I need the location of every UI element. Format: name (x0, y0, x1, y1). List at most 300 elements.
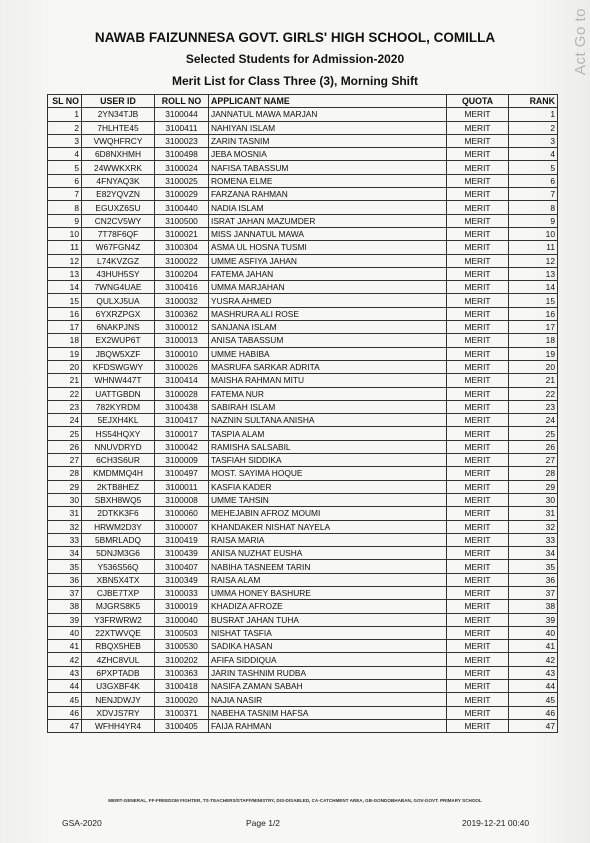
applicant-name-cell: ANISA NUZHAT EUSHA (209, 547, 447, 560)
merit-table (47, 94, 558, 733)
sl-no-cell: 26 (48, 440, 82, 453)
table-row (48, 188, 558, 201)
rank-cell: 37 (509, 586, 558, 599)
activate-watermark: Act Go to (572, 8, 589, 76)
table-row (48, 241, 558, 254)
applicant-name-cell: KASFIA KADER (209, 480, 447, 493)
rank-cell: 18 (509, 334, 558, 347)
user-id-cell: RBQX5HEB (82, 640, 155, 653)
applicant-name-cell: NABEHA TASNIM HAFSA (209, 706, 447, 719)
sl-no-cell: 6 (48, 174, 82, 187)
roll-no-cell: 3100414 (155, 374, 209, 387)
rank-cell: 13 (509, 267, 558, 280)
applicant-name-cell: AFIFA SIDDIQUA (209, 653, 447, 666)
rank-cell: 41 (509, 640, 558, 653)
col-header-sl-no: SL NO (48, 95, 82, 108)
roll-no-cell: 3100407 (155, 560, 209, 573)
applicant-name-cell: MASHRURA ALI ROSE (209, 307, 447, 320)
table-row (48, 719, 558, 732)
rank-cell: 26 (509, 440, 558, 453)
rank-cell: 43 (509, 666, 558, 679)
roll-no-cell: 3100497 (155, 467, 209, 480)
rank-cell: 30 (509, 493, 558, 506)
rank-cell: 40 (509, 626, 558, 639)
table-row (48, 334, 558, 347)
table-row (48, 440, 558, 453)
sl-no-cell: 27 (48, 454, 82, 467)
rank-cell: 6 (509, 174, 558, 187)
sl-no-cell: 20 (48, 360, 82, 373)
rank-cell: 36 (509, 573, 558, 586)
roll-no-cell: 3100012 (155, 321, 209, 334)
quota-cell: MERIT (447, 414, 509, 427)
roll-no-cell: 3100202 (155, 653, 209, 666)
rank-cell: 35 (509, 560, 558, 573)
user-id-cell: EGUXZ6SU (82, 201, 155, 214)
applicant-name-cell: UMMA MARJAHAN (209, 281, 447, 294)
roll-no-cell: 3100040 (155, 613, 209, 626)
roll-no-cell: 3100418 (155, 680, 209, 693)
admission-subtitle: Selected Students for Admission-2020 (185, 52, 405, 66)
user-id-cell: 7HLHTE45 (82, 121, 155, 134)
col-header-roll-no: ROLL NO (155, 95, 209, 108)
sl-no-cell: 39 (48, 613, 82, 626)
user-id-cell: 5BMRLADQ (82, 533, 155, 546)
quota-legend: MERIT-GENERAL, FF-FREEDOM FIGHTER, TS-TEACHERS/STAFF/MINISTRY, DIS-DISABLED, CA-CATCHMENT AREA, GB-GONDOBHABAN, GOV-GOVT. PRIMARY SCHOOL (108, 798, 482, 803)
rank-cell: 39 (509, 613, 558, 626)
applicant-name-cell: RAMISHA SALSABIL (209, 440, 447, 453)
applicant-name-cell: JARIN TASHNIM RUDBA (209, 666, 447, 679)
rank-cell: 8 (509, 201, 558, 214)
sl-no-cell: 22 (48, 387, 82, 400)
rank-cell: 28 (509, 467, 558, 480)
sl-no-cell: 23 (48, 400, 82, 413)
roll-no-cell: 3100416 (155, 281, 209, 294)
applicant-name-cell: NABIHA TASNEEM TARIN (209, 560, 447, 573)
applicant-name-cell: UMMA HONEY BASHURE (209, 586, 447, 599)
applicant-name-cell: ASMA UL HOSNA TUSMI (209, 241, 447, 254)
quota-cell: MERIT (447, 267, 509, 280)
user-id-cell: KMDMMQ4H (82, 467, 155, 480)
table-row (48, 507, 558, 520)
quota-cell: MERIT (447, 427, 509, 440)
quota-cell: MERIT (447, 334, 509, 347)
user-id-cell: NNUVDRYD (82, 440, 155, 453)
user-id-cell: HRWM2D3Y (82, 520, 155, 533)
quota-cell: MERIT (447, 680, 509, 693)
user-id-cell: UATTGBDN (82, 387, 155, 400)
sl-no-cell: 17 (48, 321, 82, 334)
applicant-name-cell: JANNATUL MAWA MARJAN (209, 108, 447, 121)
quota-cell: MERIT (447, 507, 509, 520)
table-row (48, 267, 558, 280)
sl-no-cell: 15 (48, 294, 82, 307)
rank-cell: 38 (509, 600, 558, 613)
applicant-name-cell: ANISA TABASSUM (209, 334, 447, 347)
roll-no-cell: 3100026 (155, 360, 209, 373)
table-row (48, 307, 558, 320)
sl-no-cell: 31 (48, 507, 82, 520)
rank-cell: 17 (509, 321, 558, 334)
sl-no-cell: 9 (48, 214, 82, 227)
sl-no-cell: 19 (48, 347, 82, 360)
sl-no-cell: 34 (48, 547, 82, 560)
rank-cell: 2 (509, 121, 558, 134)
table-row (48, 121, 558, 134)
user-id-cell: 782KYRDM (82, 400, 155, 413)
table-row (48, 427, 558, 440)
rank-cell: 3 (509, 134, 558, 147)
sl-no-cell: 41 (48, 640, 82, 653)
table-row (48, 108, 558, 121)
sl-no-cell: 28 (48, 467, 82, 480)
sl-no-cell: 45 (48, 693, 82, 706)
applicant-name-cell: NAHIYAN ISLAM (209, 121, 447, 134)
quota-cell: MERIT (447, 201, 509, 214)
table-row (48, 520, 558, 533)
applicant-name-cell: NASIFA ZAMAN SABAH (209, 680, 447, 693)
sl-no-cell: 11 (48, 241, 82, 254)
applicant-name-cell: FAIJA RAHMAN (209, 719, 447, 732)
roll-no-cell: 3100362 (155, 307, 209, 320)
quota-cell: MERIT (447, 586, 509, 599)
user-id-cell: 4FNYAQ3K (82, 174, 155, 187)
rank-cell: 46 (509, 706, 558, 719)
quota-cell: MERIT (447, 640, 509, 653)
roll-no-cell: 3100007 (155, 520, 209, 533)
applicant-name-cell: ISRAT JAHAN MAZUMDER (209, 214, 447, 227)
rank-cell: 5 (509, 161, 558, 174)
roll-no-cell: 3100204 (155, 267, 209, 280)
roll-no-cell: 3100500 (155, 214, 209, 227)
quota-cell: MERIT (447, 533, 509, 546)
rank-cell: 24 (509, 414, 558, 427)
quota-cell: MERIT (447, 227, 509, 240)
user-id-cell: SBXH8WQ5 (82, 493, 155, 506)
col-header-rank: RANK (509, 95, 558, 108)
user-id-cell: Y536S56Q (82, 560, 155, 573)
roll-no-cell: 3100019 (155, 600, 209, 613)
table-row (48, 480, 558, 493)
quota-cell: MERIT (447, 613, 509, 626)
user-id-cell: 22XTWVQE (82, 626, 155, 639)
sl-no-cell: 47 (48, 719, 82, 732)
rank-cell: 22 (509, 387, 558, 400)
col-header-user-id: USER ID (82, 95, 155, 108)
roll-no-cell: 3100033 (155, 586, 209, 599)
rank-cell: 25 (509, 427, 558, 440)
applicant-name-cell: ZARIN TASNIM (209, 134, 447, 147)
roll-no-cell: 3100023 (155, 134, 209, 147)
rank-cell: 21 (509, 374, 558, 387)
sl-no-cell: 42 (48, 653, 82, 666)
user-id-cell: W67FGN4Z (82, 241, 155, 254)
applicant-name-cell: UMME HABIBA (209, 347, 447, 360)
rank-cell: 44 (509, 680, 558, 693)
roll-no-cell: 3100024 (155, 161, 209, 174)
quota-cell: MERIT (447, 347, 509, 360)
table-row (48, 547, 558, 560)
user-id-cell: MJGRS8K5 (82, 600, 155, 613)
roll-no-cell: 3100044 (155, 108, 209, 121)
applicant-name-cell: JEBA MOSNIA (209, 148, 447, 161)
user-id-cell: 2KTB8HEZ (82, 480, 155, 493)
user-id-cell: 6CH3S6UR (82, 454, 155, 467)
quota-cell: MERIT (447, 493, 509, 506)
quota-cell: MERIT (447, 214, 509, 227)
roll-no-cell: 3100025 (155, 174, 209, 187)
quota-cell: MERIT (447, 719, 509, 732)
rank-cell: 4 (509, 148, 558, 161)
quota-cell: MERIT (447, 600, 509, 613)
table-row (48, 454, 558, 467)
sl-no-cell: 35 (48, 560, 82, 573)
quota-cell: MERIT (447, 626, 509, 639)
quota-cell: MERIT (447, 454, 509, 467)
rank-cell: 11 (509, 241, 558, 254)
sl-no-cell: 4 (48, 148, 82, 161)
table-row (48, 586, 558, 599)
rank-cell: 45 (509, 693, 558, 706)
user-id-cell: Y3FRWRW2 (82, 613, 155, 626)
quota-cell: MERIT (447, 134, 509, 147)
table-row (48, 600, 558, 613)
roll-no-cell: 3100363 (155, 666, 209, 679)
quota-cell: MERIT (447, 467, 509, 480)
sl-no-cell: 3 (48, 134, 82, 147)
user-id-cell: 43HUH5SY (82, 267, 155, 280)
applicant-name-cell: NAFISA TABASSUM (209, 161, 447, 174)
rank-cell: 9 (509, 214, 558, 227)
sl-no-cell: 14 (48, 281, 82, 294)
user-id-cell: HS54HQXY (82, 427, 155, 440)
user-id-cell: EX2WUP6T (82, 334, 155, 347)
applicant-name-cell: BUSRAT JAHAN TUHA (209, 613, 447, 626)
table-row (48, 174, 558, 187)
quota-cell: MERIT (447, 321, 509, 334)
user-id-cell: WHNW447T (82, 374, 155, 387)
sl-no-cell: 7 (48, 188, 82, 201)
col-header-applicant-name: APPLICANT NAME (209, 95, 447, 108)
sl-no-cell: 40 (48, 626, 82, 639)
user-id-cell: NENJDWJY (82, 693, 155, 706)
quota-cell: MERIT (447, 174, 509, 187)
applicant-name-cell: MOST. SAYIMA HOQUE (209, 467, 447, 480)
rank-cell: 47 (509, 719, 558, 732)
quota-cell: MERIT (447, 573, 509, 586)
roll-no-cell: 3100013 (155, 334, 209, 347)
quota-cell: MERIT (447, 387, 509, 400)
quota-cell: MERIT (447, 121, 509, 134)
applicant-name-cell: FATEMA JAHAN (209, 267, 447, 280)
table-row (48, 653, 558, 666)
quota-cell: MERIT (447, 241, 509, 254)
table-row (48, 360, 558, 373)
sl-no-cell: 18 (48, 334, 82, 347)
sl-no-cell: 29 (48, 480, 82, 493)
roll-no-cell: 3100440 (155, 201, 209, 214)
sl-no-cell: 43 (48, 666, 82, 679)
applicant-name-cell: MASRUFA SARKAR ADRITA (209, 360, 447, 373)
applicant-name-cell: RAISA ALAM (209, 573, 447, 586)
quota-cell: MERIT (447, 666, 509, 679)
roll-no-cell: 3100022 (155, 254, 209, 267)
applicant-name-cell: NAZNIN SULTANA ANISHA (209, 414, 447, 427)
applicant-name-cell: NISHAT TASFIA (209, 626, 447, 639)
rank-cell: 33 (509, 533, 558, 546)
quota-cell: MERIT (447, 281, 509, 294)
table-row (48, 227, 558, 240)
quota-cell: MERIT (447, 254, 509, 267)
table-row (48, 640, 558, 653)
roll-no-cell: 3100042 (155, 440, 209, 453)
quota-cell: MERIT (447, 693, 509, 706)
rank-cell: 16 (509, 307, 558, 320)
applicant-name-cell: NAJIA NASIR (209, 693, 447, 706)
roll-no-cell: 3100029 (155, 188, 209, 201)
table-row (48, 693, 558, 706)
applicant-name-cell: RAISA MARIA (209, 533, 447, 546)
rank-cell: 14 (509, 281, 558, 294)
roll-no-cell: 3100405 (155, 719, 209, 732)
table-row (48, 281, 558, 294)
applicant-name-cell: MAISHA RAHMAN MITU (209, 374, 447, 387)
rank-cell: 31 (509, 507, 558, 520)
quota-cell: MERIT (447, 547, 509, 560)
quota-cell: MERIT (447, 706, 509, 719)
applicant-name-cell: TASFIAH SIDDIKA (209, 454, 447, 467)
roll-no-cell: 3100417 (155, 414, 209, 427)
user-id-cell: XBN5X4TX (82, 573, 155, 586)
user-id-cell: JBQW5XZF (82, 347, 155, 360)
sl-no-cell: 5 (48, 161, 82, 174)
quota-cell: MERIT (447, 560, 509, 573)
quota-cell: MERIT (447, 440, 509, 453)
sl-no-cell: 38 (48, 600, 82, 613)
sl-no-cell: 24 (48, 414, 82, 427)
applicant-name-cell: ROMENA ELME (209, 174, 447, 187)
applicant-name-cell: SADIKA HASAN (209, 640, 447, 653)
sl-no-cell: 33 (48, 533, 82, 546)
table-row (48, 254, 558, 267)
sl-no-cell: 16 (48, 307, 82, 320)
user-id-cell: 5EJXH4KL (82, 414, 155, 427)
quota-cell: MERIT (447, 400, 509, 413)
roll-no-cell: 3100011 (155, 480, 209, 493)
roll-no-cell: 3100028 (155, 387, 209, 400)
quota-cell: MERIT (447, 653, 509, 666)
user-id-cell: 6D8NXHMH (82, 148, 155, 161)
table-row (48, 387, 558, 400)
table-header-row (48, 95, 558, 108)
user-id-cell: QULXJ5UA (82, 294, 155, 307)
sl-no-cell: 13 (48, 267, 82, 280)
rank-cell: 12 (509, 254, 558, 267)
user-id-cell: U3GXBF4K (82, 680, 155, 693)
merit-list-title: Merit List for Class Three (3), Morning Shift (171, 74, 419, 88)
table-body (48, 108, 558, 733)
applicant-name-cell: NADIA ISLAM (209, 201, 447, 214)
table-row (48, 161, 558, 174)
user-id-cell: 6PXPTADB (82, 666, 155, 679)
user-id-cell: E82YQVZN (82, 188, 155, 201)
table-row (48, 134, 558, 147)
applicant-name-cell: FATEMA NUR (209, 387, 447, 400)
roll-no-cell: 3100009 (155, 454, 209, 467)
sl-no-cell: 10 (48, 227, 82, 240)
school-title: NAWAB FAIZUNNESA GOVT. GIRLS' HIGH SCHOOL, COMILLA (94, 30, 496, 45)
table-row (48, 493, 558, 506)
user-id-cell: 6YXRZPGX (82, 307, 155, 320)
user-id-cell: 7WNG4UAE (82, 281, 155, 294)
quota-cell: MERIT (447, 520, 509, 533)
roll-no-cell: 3100530 (155, 640, 209, 653)
roll-no-cell: 3100439 (155, 547, 209, 560)
footer-code: GSA-2020 (62, 818, 102, 828)
applicant-name-cell: KHADIZA AFROZE (209, 600, 447, 613)
roll-no-cell: 3100020 (155, 693, 209, 706)
applicant-name-cell: KHANDAKER NISHAT NAYELA (209, 520, 447, 533)
user-id-cell: XDVJS7RY (82, 706, 155, 719)
user-id-cell: 24WWKXRK (82, 161, 155, 174)
user-id-cell: 2DTKK3F6 (82, 507, 155, 520)
roll-no-cell: 3100008 (155, 493, 209, 506)
quota-cell: MERIT (447, 307, 509, 320)
rank-cell: 19 (509, 347, 558, 360)
table-row (48, 347, 558, 360)
table-row (48, 467, 558, 480)
sl-no-cell: 8 (48, 201, 82, 214)
roll-no-cell: 3100017 (155, 427, 209, 440)
table-row (48, 706, 558, 719)
roll-no-cell: 3100419 (155, 533, 209, 546)
sl-no-cell: 36 (48, 573, 82, 586)
table-row (48, 666, 558, 679)
sl-no-cell: 30 (48, 493, 82, 506)
applicant-name-cell: UMME TAHSIN (209, 493, 447, 506)
quota-cell: MERIT (447, 161, 509, 174)
roll-no-cell: 3100010 (155, 347, 209, 360)
rank-cell: 27 (509, 454, 558, 467)
table-row (48, 613, 558, 626)
roll-no-cell: 3100032 (155, 294, 209, 307)
table-row (48, 201, 558, 214)
footer-timestamp: 2019-12-21 00:40 (462, 818, 530, 828)
user-id-cell: CN2CV5WY (82, 214, 155, 227)
table-row (48, 321, 558, 334)
rank-cell: 1 (509, 108, 558, 121)
rank-cell: 20 (509, 360, 558, 373)
footer-page-number: Page 1/2 (246, 818, 281, 828)
quota-cell: MERIT (447, 480, 509, 493)
table-row (48, 680, 558, 693)
roll-no-cell: 3100438 (155, 400, 209, 413)
table-row (48, 573, 558, 586)
roll-no-cell: 3100411 (155, 121, 209, 134)
rank-cell: 42 (509, 653, 558, 666)
user-id-cell: 2YN34TJB (82, 108, 155, 121)
roll-no-cell: 3100304 (155, 241, 209, 254)
applicant-name-cell: FARZANA RAHMAN (209, 188, 447, 201)
table-row (48, 414, 558, 427)
sl-no-cell: 44 (48, 680, 82, 693)
rank-cell: 15 (509, 294, 558, 307)
rank-cell: 29 (509, 480, 558, 493)
quota-cell: MERIT (447, 360, 509, 373)
sl-no-cell: 37 (48, 586, 82, 599)
user-id-cell: KFDSWGWY (82, 360, 155, 373)
user-id-cell: 6NAKPJNS (82, 321, 155, 334)
